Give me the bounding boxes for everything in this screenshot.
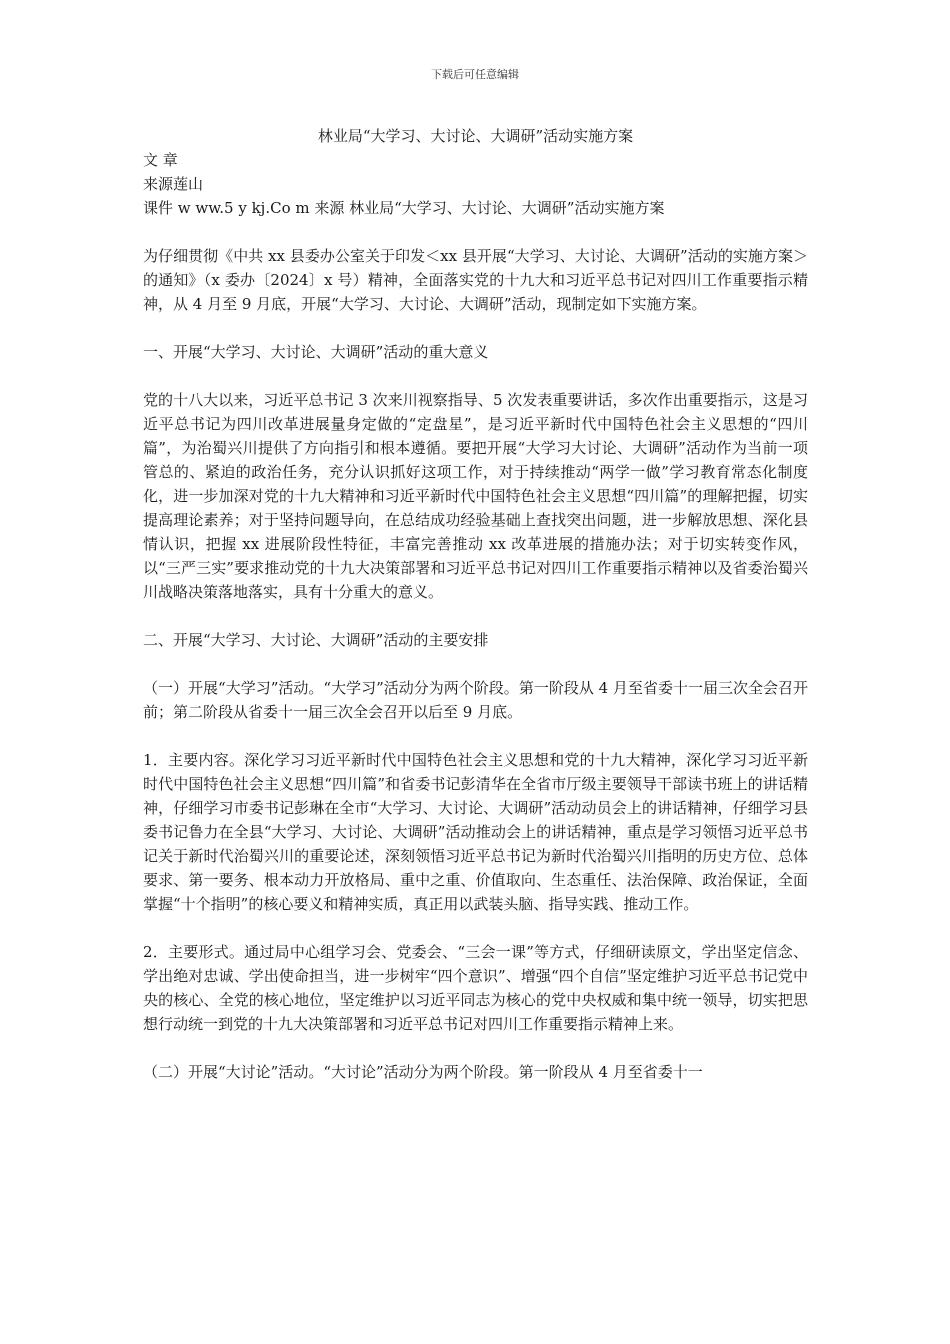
subsection-2-heading: （二）开展“大讨论”活动。“大讨论”活动分为两个阶段。第一阶段从 4 月至省委十一 — [143, 1063, 703, 1081]
item-2-form: 2．主要形式。通过局中心组学习会、党委会、“三会一课”等方式，仔细研读原文，学出坚定信念、学出绝对忠诚、学出使命担当，进一步树牢“四个意识”、增强“四个自信”坚定维护习近平总书记党中央的核心、全党的核心地位，坚定维护以习近平同志为核心的党中央权威和集中统一领导，切实把思想行动统一到党的十九大决策部署和习近平总书记对四川工作重要指示精神上来。 — [143, 943, 808, 1033]
meta-line-courseware: 课件 w ww.5 y kj.Co m 来源 林业局“大学习、大讨论、大调研”活动实施方案 — [143, 199, 665, 217]
meta-line-source: 来源莲山 — [143, 175, 204, 193]
section-1-heading: 一、开展“大学习、大讨论、大调研”活动的重大意义 — [143, 343, 489, 361]
spacer — [143, 1036, 808, 1060]
spacer — [143, 316, 808, 340]
subsection-1-heading: （一）开展“大学习”活动。“大学习”活动分为两个阶段。第一阶段从 4 月至省委十一届三次全会召开前；第二阶段从省委十一届三次全会召开以后至 9 月底。 — [143, 679, 808, 721]
section-2-heading: 二、开展“大学习、大讨论、大调研”活动的主要安排 — [143, 631, 489, 649]
spacer — [143, 604, 808, 628]
spacer — [143, 916, 808, 940]
spacer — [143, 364, 808, 388]
document-body — [143, 124, 808, 1084]
spacer — [143, 220, 808, 244]
header-note: 下载后可任意编辑 — [431, 68, 519, 81]
spacer — [143, 724, 808, 748]
item-1-content: 1．主要内容。深化学习习近平新时代中国特色社会主义思想和党的十九大精神，深化学习习近平新时代中国特色社会主义思想“四川篇”和省委书记彭清华在全省市厅级主要领导干部读书班上的讲话精神，仔细学习市委书记彭琳在全市“大学习、大讨论、大调研”活动动员会上的讲话精神，仔细学习县委书记鲁力在全县“大学习、大讨论、大调研”活动推动会上的讲话精神，重点是学习领悟习近平总书记关于新时代治蜀兴川的重要论述，深刻领悟习近平总书记为新时代治蜀兴川指明的历史方位、总体要求、第一要务、根本动力开放格局、重中之重、价值取向、生态重任、法治保障、政治保证，全面掌握“十个指明”的核心要义和精神实质，真正用以武装头脑、指导实践、推动工作。 — [143, 751, 808, 913]
intro-paragraph: 为仔细贯彻《中共 xx 县委办公室关于印发＜xx 县开展“大学习、大讨论、大调研”活动的实施方案＞的通知》（x 委办〔2024〕x 号）精神，全面落实党的十九大和习近平总书记对四川工作重要指示精神，从 4 月至 9 月底，开展“大学习、大讨论、大调研”活动，现制定如下实施方案。 — [143, 247, 808, 313]
section-1-body: 党的十八大以来，习近平总书记 3 次来川视察指导、5 次发表重要讲话，多次作出重要指示，这是习近平总书记为四川改革进展量身定做的“定盘星”，是习近平新时代中国特色社会主义思想的“四川篇”，为治蜀兴川提供了方向指引和根本遵循。要把开展“大学习大讨论、大调研”活动作为当前一项管总的、紧迫的政治任务，充分认识抓好这项工作，对于持续推动“两学一做”学习教育常态化制度化，进一步加深对党的十九大精神和习近平新时代中国特色社会主义思想“四川篇”的理解把握，切实提高理论素养；对于坚持问题导向，在总结成功经验基础上查找突出问题，进一步解放思想、深化县情认识，把握 xx 进展阶段性特征，丰富完善推动 xx 改革进展的措施办法；对于切实转变作风，以“三严三实”要求推动党的十九大决策部署和习近平总书记对四川工作重要指示精神以及省委治蜀兴川战略决策落地落实，具有十分重大的意义。 — [143, 391, 808, 601]
document-title: 林业局“大学习、大讨论、大调研”活动实施方案 — [317, 127, 634, 145]
spacer — [143, 652, 808, 676]
meta-line-article: 文 章 — [143, 151, 178, 169]
